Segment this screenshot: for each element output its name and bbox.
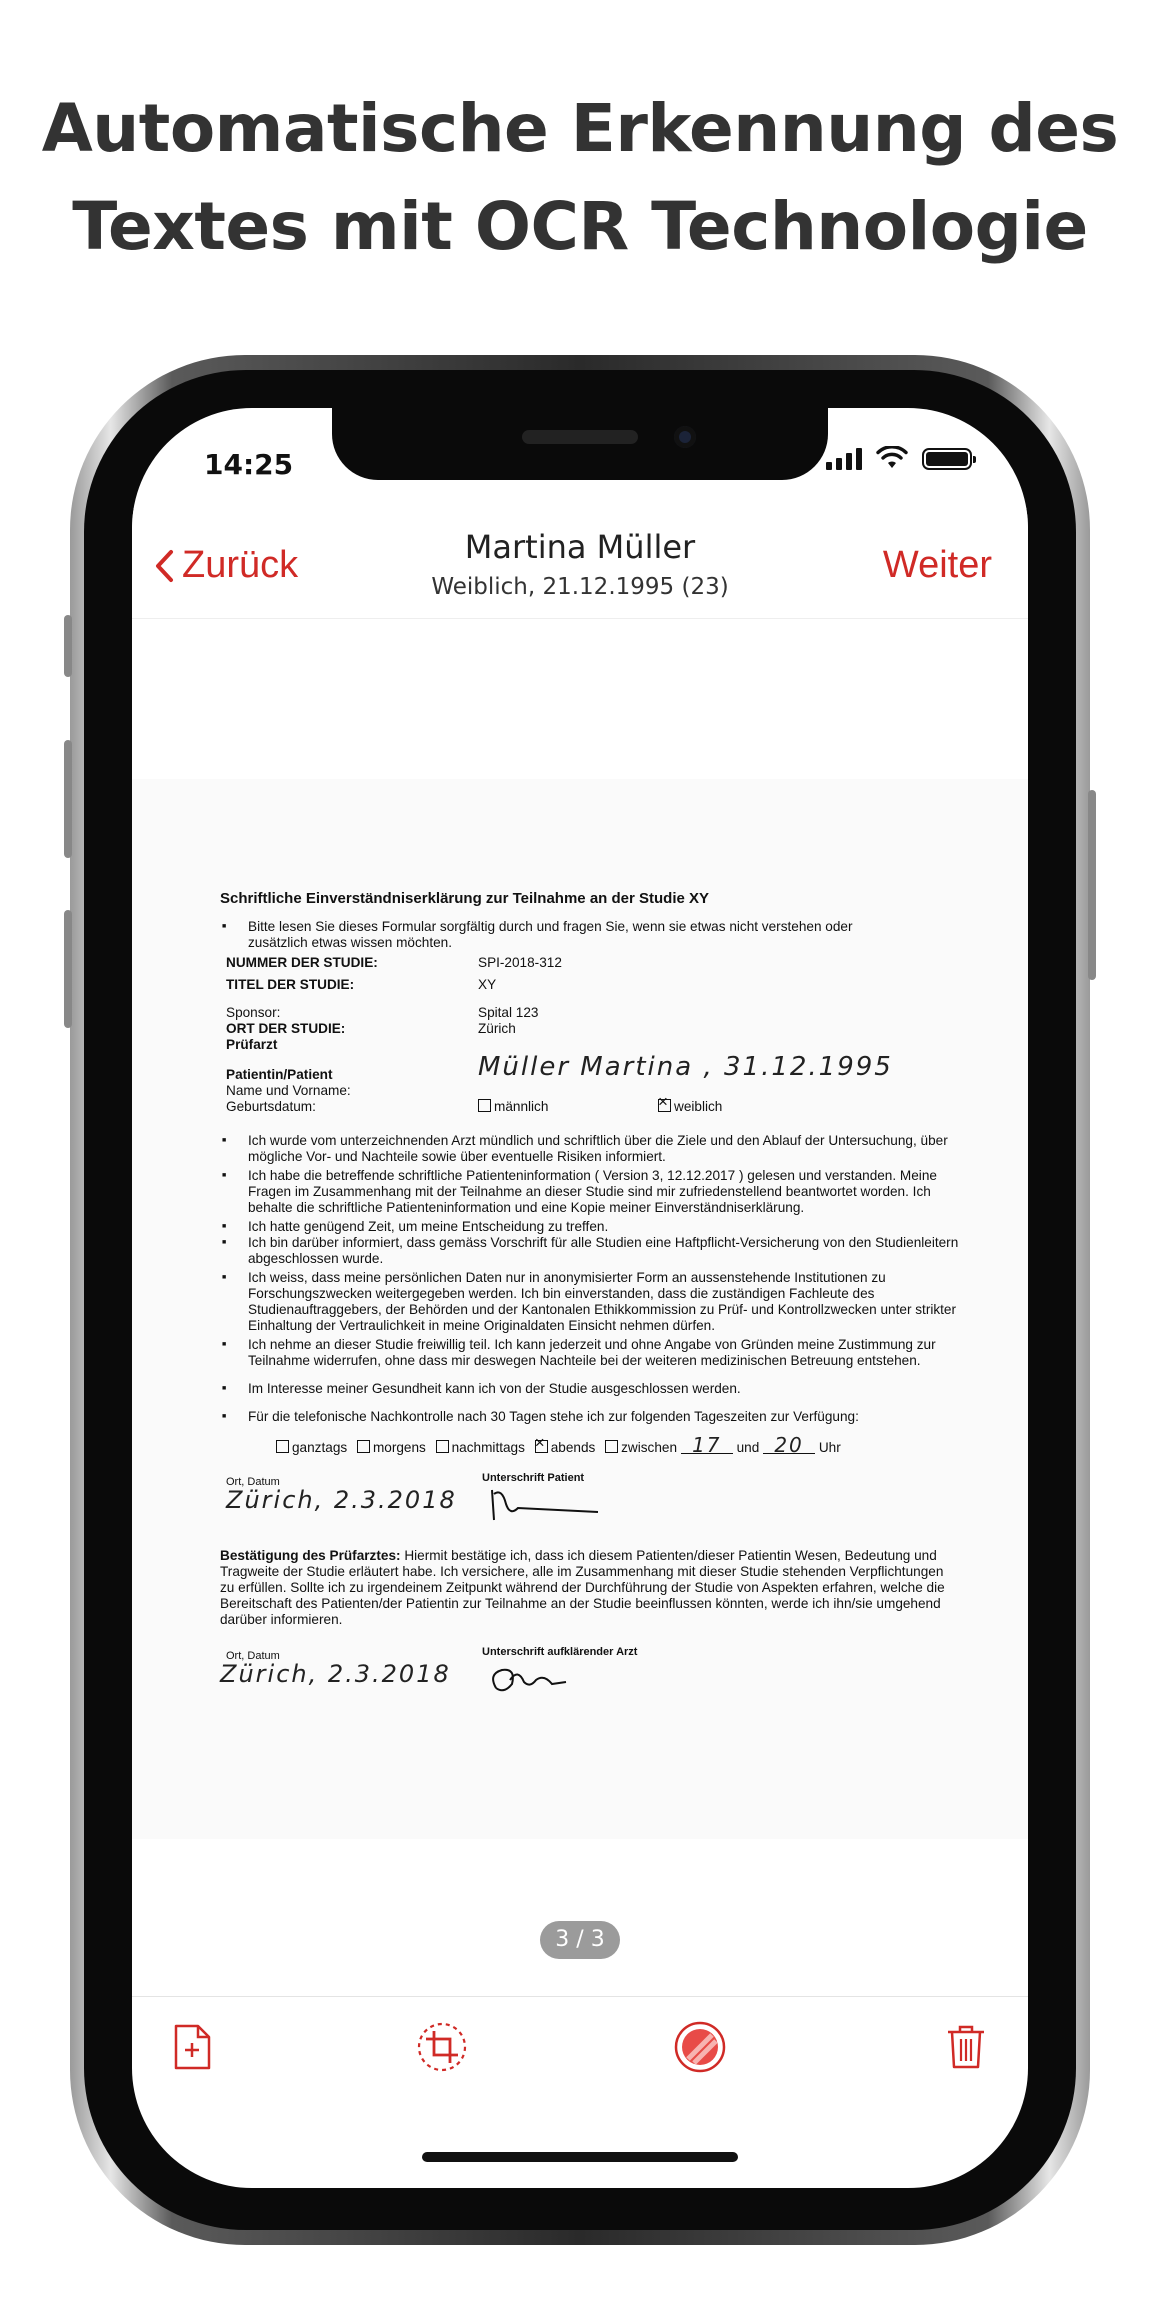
document-viewer[interactable] [132, 619, 1028, 1959]
power-button [1088, 790, 1096, 980]
delete-button[interactable] [938, 2019, 994, 2075]
document-title: Schriftliche Einverständniserklärung zur Teilnahme an der Studie XY [220, 890, 710, 907]
signal-icon [826, 446, 862, 470]
female-checkbox [658, 1099, 671, 1112]
patient-details: Weiblich, 21.12.1995 (23) [431, 574, 729, 600]
speaker-grille [522, 430, 638, 444]
patient-signature [488, 1486, 608, 1526]
battery-icon [922, 448, 972, 470]
wifi-icon [876, 446, 908, 470]
navigation-bar [132, 508, 1028, 619]
phone-screen [132, 408, 1028, 2188]
document-content [220, 891, 960, 1712]
front-camera [674, 426, 696, 448]
headline-line-1: Automatische Erkennung des [41, 90, 1119, 167]
home-indicator[interactable] [422, 2152, 738, 2162]
scanned-document [132, 779, 1028, 1839]
time-options: ganztags morgens nachmittags × abends zwischen 17 und 20 Uhr [276, 1437, 960, 1456]
study-fields: NUMMER DER STUDIE: SPI-2018-312 TITEL DER STUDIE: XY Sponsor: Spital 123 ORT DER STUDIE: Zürich Prüfarzt [226, 955, 562, 1052]
consent-bullets: ■ Ich wurde vom unterzeichnenden Arzt mündlich und schriftlich über die Ziele und den Ablauf der Untersuchung, über mögliche Vor- und Nachteile sowie über eventuelle Risiken informiert. ■ Ich habe die betreffende schriftliche Patienteninformation ( Version 3, 12.12.2017 ) gelesen und verstanden. Meine Fragen im Zusammenhang mit der Teilnahme an dieser Studie sind mir zufriedenstellend beantwortet worden. Ich behalte die schriftliche Patienteninformation und eine Kopie meiner Einverständniserklärung. ■ Ich hatte genügend Zeit, um meine Entscheidung zu treffen. ■ Ich bin darüber informiert, dass gemäss Vorschrift für alle Studien eine Haftpflicht-Versicherung von den Studienleitern abgeschlossen wurde. ■ Ich weiss, dass meine persönlichen Daten nur in anonymisierter Form an aussenstehende Institutionen zu Forschungszwecken weitergegeben werden. Ich bin einverstanden, dass die zuständigen Fachleute des Studienauftraggebers, der Behörden und der Kantonalen Ethikkommission zu Prüf- und Kontrollzwecken unter strikter Einhaltung der Vertraulichkeit in meine Originaldaten Einsicht nehmen dürfen. ■ Ich nehme an dieser Studie freiwillig teil. Ich kann jederzeit und ohne Angabe von Gründen meine Zustimmung zur Teilnahme widerrufen, ohne dass mir deswegen Nachteile bei der weiteren medizinischen Betreuung entstehen. ■ Im Interesse meiner Gesundheit kann ich von der Studie ausgeschlossen werden. ■ Für die telefonische Nachkontrolle nach 30 Tagen stehe ich zur folgenden Tageszeiten zur Verfügung: [220, 1133, 960, 1425]
promo-headline [0, 80, 1160, 276]
add-page-button[interactable] [164, 2019, 220, 2075]
crop-button[interactable] [414, 2019, 470, 2075]
status-time: 14:25 [204, 448, 294, 481]
add-page-icon [172, 2023, 212, 2071]
back-label: Zurück [182, 544, 299, 586]
patient-section: Patientin/Patient Name und Vorname: Geburtsdatum: Müller Martina , 31.12.1995 männlich × weiblich [226, 1067, 960, 1123]
crop-icon [414, 2019, 470, 2075]
male-checkbox [478, 1099, 491, 1112]
patient-name: Martina Müller [464, 528, 696, 566]
doctor-signature [486, 1660, 576, 1700]
volume-down-button [64, 910, 72, 1028]
handwritten-place-date-2: Zürich, 2.3.2018 [220, 1660, 451, 1688]
headline-line-2: Textes mit OCR Technologie [72, 188, 1088, 265]
next-button[interactable]: Weiter [882, 544, 992, 586]
trash-icon [944, 2023, 988, 2071]
filter-icon [672, 2019, 728, 2075]
handwritten-place-date-1: Zürich, 2.3.2018 [226, 1486, 457, 1514]
status-icons [826, 446, 972, 470]
bottom-toolbar [132, 1996, 1028, 2097]
doctor-confirmation: Bestätigung des Prüfarztes: Hiermit bestätige ich, dass ich diesem Patienten/dieser Patientin Wesen, Bedeutung und Tragweite der Studie erläutert habe. Ich versichere, alle im Zusammenhang mit dieser Studie stehenden Verpflichtungen zu erfüllen. Sollte ich zu irgendeinem Zeitpunkt während der Durchführung der Studie von Aspekten erfahren, welche die Bereitschaft des Patienten/der Patientin zur Teilnahme an der Studie beeinflussen könnten, werde ich ihn/sie umgehend darüber informieren. [220, 1548, 945, 1627]
handwritten-name: Müller Martina , 31.12.1995 [478, 1052, 893, 1082]
patient-signature-section: Ort, Datum Unterschrift Patient Zürich, 2.3.2018 [220, 1474, 960, 1538]
volume-up-button [64, 740, 72, 858]
page-indicator: 3 / 3 [540, 1921, 620, 1959]
intro-bullet: ■ Bitte lesen Sie dieses Formular sorgfältig durch und fragen Sie, wenn sie etwas nicht verstehen oder zusätzlich etwas wissen möchten. [220, 919, 960, 951]
notch [332, 408, 828, 480]
doctor-signature-section: Ort, Datum Unterschrift aufklärender Arzt Zürich, 2.3.2018 [220, 1648, 960, 1712]
mute-switch [64, 615, 72, 677]
filter-button[interactable] [672, 2019, 728, 2075]
